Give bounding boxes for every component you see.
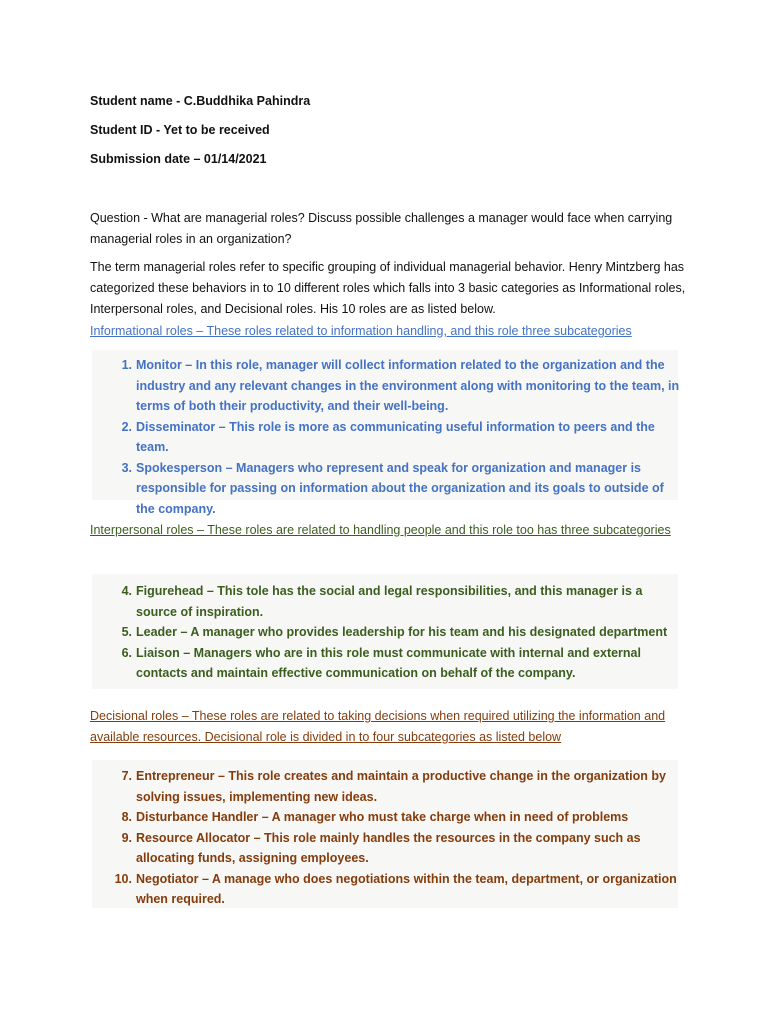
list-item-text: Spokesperson – Managers who represent and speak for organization and manager is responsible for passing on information about the organization and its goals to outside of the company.: [136, 460, 664, 516]
list-item-text: Negotiator – A manage who does negotiations within the team, department, or organization when required.: [136, 871, 677, 906]
list-item-number: 3.: [121, 460, 132, 475]
list-item: [90, 643, 680, 684]
list-item-text: Liaison – Managers who are in this role must communicate with internal and external contacts and maintain effective communication on behalf of the company.: [136, 645, 641, 680]
list-item-number: 8.: [121, 810, 132, 824]
list-item: [90, 417, 680, 458]
list-item: [90, 766, 680, 807]
submission-date: Submission date – 01/14/2021: [90, 152, 267, 166]
decisional-heading: Decisional roles – These roles are related to taking decisions when required utilizing the information and available resources. Decisional role is divided in to four subcategories as listed below: [90, 709, 666, 744]
list-item-text: Entrepreneur – This role creates and maintain a productive change in the organization by solving issues, implementing new ideas.: [136, 769, 666, 804]
list-item: [90, 869, 680, 910]
question-text: Question - What are managerial roles? Discuss possible challenges a manager would face when carrying managerial roles in an organization?: [90, 211, 673, 246]
list-item: [90, 581, 680, 622]
list-item-number: 6.: [121, 645, 132, 660]
list-item-number: 1.: [121, 358, 132, 372]
list-item: [90, 828, 680, 869]
decisional-list: [90, 766, 680, 910]
list-item-text: Disseminator – This role is more as communicating useful information to peers and the team.: [136, 419, 655, 454]
list-item: [90, 807, 680, 828]
list-item-number: 7.: [121, 769, 132, 783]
list-item: [90, 355, 680, 417]
list-item-number: 10.: [114, 871, 132, 886]
list-item-number: 9.: [121, 830, 132, 845]
informational-list: [90, 355, 680, 519]
list-item: [90, 622, 680, 643]
student-name: Student name - C.Buddhika Pahindra: [90, 94, 311, 108]
intro-paragraph: The term managerial roles refer to specific grouping of individual managerial behavior. Henry Mintzberg has categorized these behaviors in to 10 different roles which falls into 3 basic categories as Informational roles, Interpersonal roles, and Decisional roles. His 10 roles are as listed below.: [90, 260, 686, 316]
list-item-text: Resource Allocator – This role mainly handles the resources in the company such as allocating funds, assigning employees.: [136, 830, 641, 865]
list-item-number: 2.: [121, 419, 132, 434]
list-item-text: Leader – A manager who provides leadership for his team and his designated department: [136, 625, 668, 639]
interpersonal-list: [90, 581, 680, 684]
list-item-text: Figurehead – This tole has the social and legal responsibilities, and this manager is a source of inspiration.: [136, 584, 643, 619]
list-item-text: Disturbance Handler – A manager who must take charge when in need of problems: [136, 810, 629, 824]
list-item-number: 4.: [121, 584, 132, 598]
list-item: [90, 458, 680, 520]
informational-heading: Informational roles – These roles related to information handling, and this role three subcategories: [90, 324, 632, 338]
student-id: Student ID - Yet to be received: [90, 123, 270, 137]
list-item-text: Monitor – In this role, manager will collect information related to the organization and the industry and any relevant changes in the environment along with monitoring to the team, in terms of both their productivity, and their well-being.: [136, 358, 680, 413]
list-item-number: 5.: [121, 625, 132, 639]
interpersonal-heading: Interpersonal roles – These roles are related to handling people and this role too has three subcategories: [90, 523, 671, 537]
